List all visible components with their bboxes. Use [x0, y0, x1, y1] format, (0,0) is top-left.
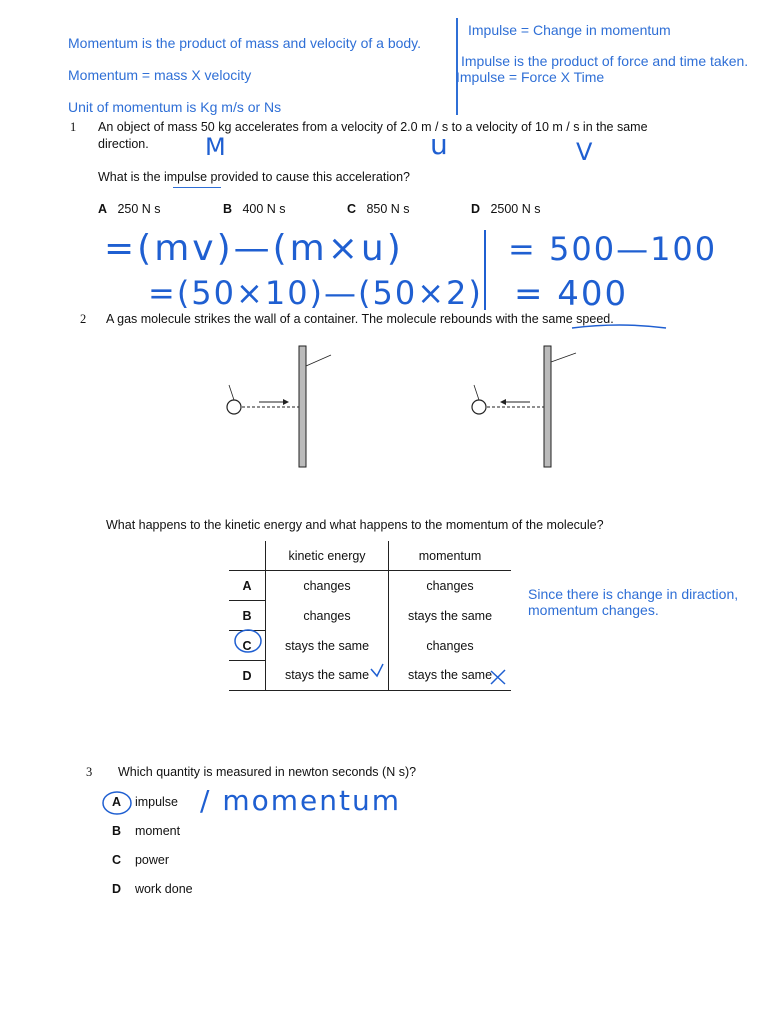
question-1-text: An object of mass 50 kg accelerates from a velocity of 2.0 m / s to a velocity of 10 m / s in the same	[98, 120, 648, 134]
handwritten-note-line2: momentum changes.	[528, 602, 659, 618]
diagram-after-collision	[460, 340, 590, 472]
table-handwritten-marks	[229, 626, 529, 696]
same-speed-underline	[570, 322, 670, 334]
q3-option-b: B moment	[112, 824, 181, 838]
circled-answer-c	[235, 630, 261, 652]
q3-option-d: D work done	[112, 882, 193, 896]
impulse-underline	[173, 187, 221, 188]
note-impulse-change: Impulse = Change in momentum	[468, 22, 671, 38]
cross-mark-icon	[491, 670, 505, 684]
q3-option-c: C power	[112, 853, 169, 867]
question-3-number: 3	[86, 765, 93, 779]
q3-option-a: A impulse	[112, 795, 179, 809]
handwritten-result-line2: = 400	[514, 274, 629, 314]
note-momentum-formula: Momentum = mass X velocity	[68, 67, 252, 83]
handwritten-divider	[484, 230, 486, 310]
table-header-row	[229, 541, 511, 571]
handwritten-working-line2: =(50×10)—(50×2)	[148, 274, 483, 312]
question-2-text: A gas molecule strikes the wall of a container. The molecule rebounds with the same speed.	[106, 312, 614, 326]
table-header-momentum: momentum	[389, 541, 512, 571]
question-2-number: 2	[80, 312, 87, 326]
handwritten-result-line1: = 500—100	[508, 230, 718, 268]
question-1-number: 1	[70, 120, 77, 134]
table-row: A changes changes	[229, 571, 511, 601]
notes-divider	[456, 18, 458, 115]
question-1-text-line2: direction.	[98, 137, 149, 151]
tick-mark-icon	[371, 664, 383, 676]
q1-option-d: D 2500 N s	[471, 202, 541, 216]
handwritten-v: V	[576, 138, 593, 166]
table-row: D stays the same stays the same	[229, 661, 511, 691]
q1-option-b: B 400 N s	[223, 202, 286, 216]
handwritten-u: u	[430, 128, 448, 161]
handwritten-momentum: / momentum	[200, 784, 401, 817]
question-2-prompt: What happens to the kinetic energy and what happens to the momentum of the molecule?	[106, 518, 604, 532]
question-1-prompt: What is the impulse provided to cause this acceleration?	[98, 170, 410, 184]
note-impulse-formula: Impulse = Force X Time	[456, 69, 605, 85]
handwritten-note-line1: Since there is change in diraction,	[528, 586, 739, 602]
table-header-kinetic-energy: kinetic energy	[266, 541, 389, 571]
note-impulse-definition: Impulse is the product of force and time taken.	[461, 53, 749, 69]
table-row: B changes stays the same	[229, 601, 511, 631]
table-row: C stays the same changes	[229, 631, 511, 661]
handwritten-m: M	[205, 133, 226, 161]
diagram-before-collision	[215, 340, 345, 472]
q1-option-a: A 250 N s	[98, 202, 161, 216]
note-momentum-definition: Momentum is the product of mass and velocity of a body.	[68, 35, 422, 51]
note-momentum-unit: Unit of momentum is Kg m/s or Ns	[68, 99, 282, 115]
question-3-text: Which quantity is measured in newton seconds (N s)?	[118, 765, 417, 779]
handwritten-working-line1: =(mv)—(m×u)	[104, 228, 404, 269]
q1-option-c: C 850 N s	[347, 202, 410, 216]
